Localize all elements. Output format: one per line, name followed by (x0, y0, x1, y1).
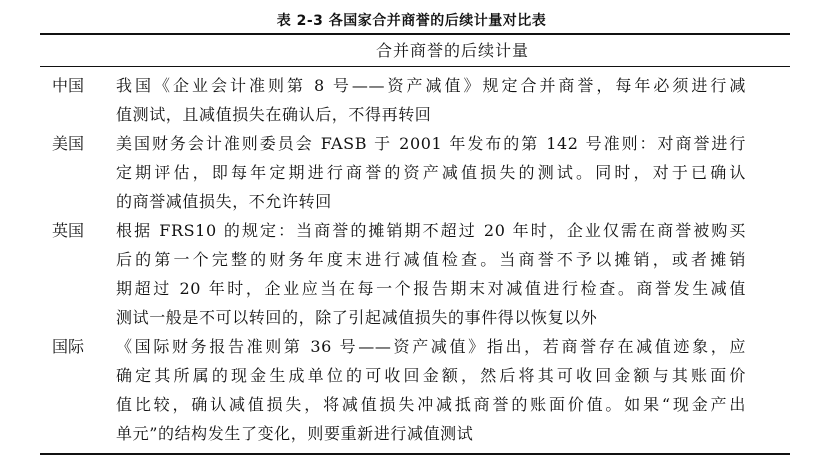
row-content (116, 129, 746, 216)
table-caption: 表 2-3 各国家合并商誉的后续计量对比表 (276, 13, 547, 29)
table-row-china (0, 71, 823, 129)
country-label: 美国 (52, 134, 85, 153)
content-line: 期超过 20 年时，企业应当在每一个报告期末对减值进行检查。商誉发生减值 (116, 279, 746, 298)
content-line: 美国财务会计准则委员会 FASB 于 2001 年发布的第 142 号准则：对商誉进行 (116, 134, 746, 153)
content-line: 根据 FRS10 的规定：当商誉的摊销期不超过 20 年时，企业仅需在商誉被购买 (116, 221, 746, 240)
table-top-rule (40, 33, 790, 35)
row-content (116, 216, 746, 332)
country-label: 国际 (52, 337, 85, 356)
content-line: 《国际财务报告准则第 36 号——资产减值》指出，若商誉存在减值迹象，应 (116, 337, 746, 356)
table-row-usa (0, 129, 823, 216)
content-line: 值比较，确认减值损失，将减值损失冲减抵商誉的账面价值。如果“现金产出 (116, 395, 746, 414)
row-content (116, 71, 746, 129)
country-label: 英国 (52, 221, 85, 240)
row-content (116, 332, 746, 448)
country-label: 中国 (52, 76, 85, 95)
content-line: 后的第一个完整的财务年度末进行减值检查。当商誉不予以摊销，或者摊销 (116, 250, 746, 269)
content-line: 确定其所属的现金生成单位的可收回金额，然后将其可收回金额与其账面价 (116, 366, 746, 385)
content-line: 单元”的结构发生了变化，则要重新进行减值测试 (116, 424, 474, 443)
table-header-rule (40, 66, 790, 67)
content-line: 我国《企业会计准则第 8 号——资产减值》规定合并商誉，每年必须进行减 (116, 76, 746, 95)
table-row-international (0, 332, 823, 448)
content-line: 测试一般是不可以转回的，除了引起减值损失的事件得以恢复以外 (116, 308, 598, 327)
table-bottom-rule (40, 453, 790, 455)
table-row-uk (0, 216, 823, 332)
table-body (0, 71, 823, 448)
column-header: 合并商誉的后续计量 (375, 41, 529, 60)
content-line: 值测试，且减值损失在确认后，不得再转回 (116, 105, 432, 124)
content-line: 的商誉减值损失，不允许转回 (116, 192, 332, 211)
content-line: 定期评估，即每年定期进行商誉的资产减值损失的测试。同时，对于已确认 (116, 163, 746, 182)
